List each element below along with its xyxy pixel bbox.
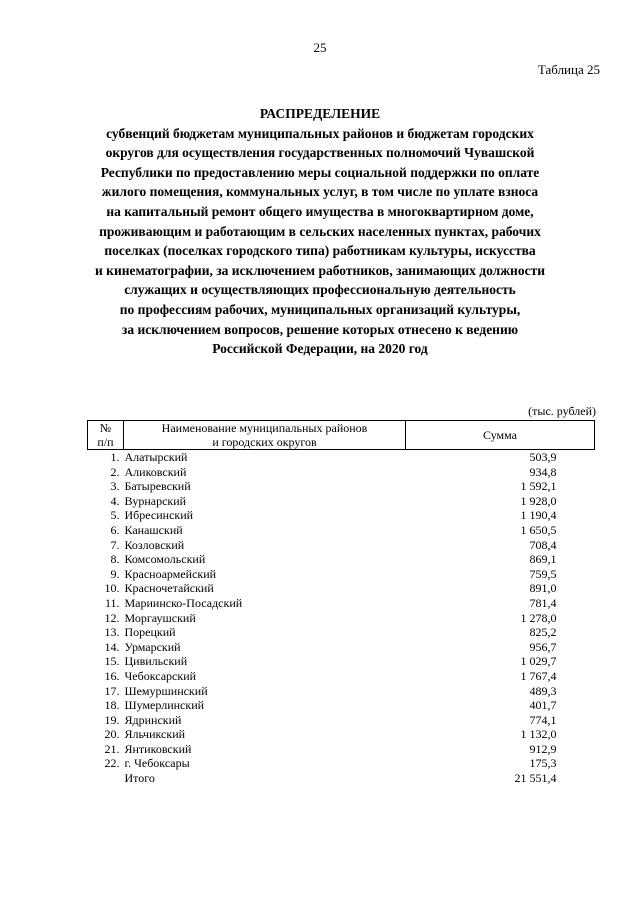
row-name: Вурнарский <box>124 493 187 508</box>
row-number: 5. <box>110 508 120 523</box>
row-sum: 891,0 <box>529 581 557 596</box>
header-row <box>88 421 595 450</box>
row-number: 9. <box>110 566 120 581</box>
total-row <box>88 771 595 786</box>
row-number: 2. <box>110 464 120 479</box>
table-row <box>88 465 595 480</box>
row-number: 4. <box>110 493 120 508</box>
row-sum: 1 132,0 <box>520 727 557 742</box>
header-name-line1: Наименование муниципальных районов <box>161 421 368 435</box>
row-number <box>88 771 124 786</box>
header-name <box>124 421 406 450</box>
heading-line: по профессиям рабочих, муниципальных организаций культуры, <box>119 301 521 317</box>
row-sum: 21 551,4 <box>514 771 557 786</box>
header-name-line2: и городских округов <box>212 435 317 449</box>
row-sum: 489,3 <box>529 683 557 698</box>
row-number: 21. <box>104 741 120 756</box>
row-sum: 1 928,0 <box>520 493 557 508</box>
row-number: 3. <box>110 479 120 494</box>
units-label: (тыс. рублей) <box>528 404 596 418</box>
header-number-line2: п/п <box>97 435 114 449</box>
row-name: Ибресинский <box>124 508 194 523</box>
document-heading <box>70 104 570 359</box>
page-number: 25 <box>313 40 327 55</box>
header-sum: Сумма <box>406 421 595 450</box>
heading-line: и кинематографии, за исключением работников, занимающих должности <box>95 262 545 278</box>
row-number: 11. <box>104 595 120 610</box>
row-sum: 401,7 <box>529 698 557 713</box>
table-row <box>88 756 595 771</box>
row-name: Мариинско-Посадский <box>124 595 243 610</box>
table-label: Таблица 25 <box>537 62 600 77</box>
row-name: Янтиковский <box>124 741 192 756</box>
row-name: Комсомольский <box>124 552 206 567</box>
row-sum: 781,4 <box>529 595 557 610</box>
table-row <box>88 596 595 611</box>
row-name: Шемуршинский <box>124 683 208 698</box>
row-sum: 956,7 <box>529 639 557 654</box>
heading-line: Республики по предоставлению меры социальной поддержки по оплате <box>100 164 540 180</box>
row-sum: 1 278,0 <box>520 610 557 625</box>
row-name: Красноармейский <box>124 566 217 581</box>
row-sum: 175,3 <box>529 756 557 771</box>
row-name: Порецкий <box>124 625 176 640</box>
header-number <box>88 421 124 450</box>
row-name: Канашский <box>124 522 183 537</box>
row-number: 6. <box>110 522 120 537</box>
row-name: Батыревский <box>124 479 191 494</box>
row-name: Шумерлинский <box>124 698 205 713</box>
table-row <box>88 640 595 655</box>
row-sum: 759,5 <box>529 566 557 581</box>
heading-line: жилого помещения, коммунальных услуг, в том числе по уплате взноса <box>101 184 539 200</box>
row-sum: 1 029,7 <box>520 654 557 669</box>
row-sum: 825,2 <box>529 625 557 640</box>
table-row <box>88 552 595 567</box>
row-sum: 1 650,5 <box>520 522 557 537</box>
row-name: Итого <box>124 771 155 786</box>
table-row <box>88 494 595 509</box>
table-row <box>88 523 595 538</box>
table-row <box>88 713 595 728</box>
row-number: 10. <box>104 581 120 596</box>
table-row <box>88 611 595 626</box>
table-body <box>88 450 595 786</box>
row-name: Моргаушский <box>124 610 196 625</box>
table-row <box>88 684 595 699</box>
row-name: Яльчикский <box>124 727 186 742</box>
table-row <box>88 654 595 669</box>
heading-line: служащих и осуществляющих профессиональную деятельность <box>124 282 516 298</box>
row-number: 16. <box>104 668 120 683</box>
row-number: 19. <box>104 712 120 727</box>
row-name: Козловский <box>124 537 185 552</box>
row-number: 22. <box>104 756 120 771</box>
heading-line: округов для осуществления государственных полномочий Чувашской <box>105 145 535 161</box>
row-number: 15. <box>104 654 120 669</box>
row-sum: 869,1 <box>529 552 557 567</box>
heading-line: поселках (поселках городского типа) работникам культуры, искусства <box>104 243 536 259</box>
row-number: 18. <box>104 698 120 713</box>
row-sum: 1 592,1 <box>520 479 557 494</box>
table-row <box>88 508 595 523</box>
row-number: 7. <box>110 537 120 552</box>
row-name: Алатырский <box>124 450 188 464</box>
table-header <box>88 421 595 450</box>
row-number: 13. <box>104 625 120 640</box>
row-name: Урмарский <box>124 639 181 654</box>
heading-line: на капитальный ремонт общего имущества в многоквартирном доме, <box>106 203 534 219</box>
heading-line: проживающим и работающим в сельских населенных пунктах, рабочих <box>99 223 541 239</box>
heading-title: РАСПРЕДЕЛЕНИЕ <box>259 106 381 121</box>
row-number: 1. <box>110 450 120 464</box>
row-name: Цивильский <box>124 654 188 669</box>
row-number: 8. <box>110 552 120 567</box>
row-sum: 708,4 <box>529 537 557 552</box>
table-row <box>88 538 595 553</box>
table-row <box>88 581 595 596</box>
heading-line: Российской Федерации, на 2020 год <box>212 341 428 357</box>
table-row <box>88 698 595 713</box>
subvention-table <box>87 420 595 786</box>
row-name: Чебоксарский <box>124 668 197 683</box>
row-name: Ядринский <box>124 712 182 727</box>
table-row <box>88 625 595 640</box>
table-row <box>88 669 595 684</box>
row-name: г. Чебоксары <box>124 756 190 771</box>
row-number: 12. <box>104 610 120 625</box>
row-sum: 1 767,4 <box>520 668 557 683</box>
table-row <box>88 450 595 465</box>
row-sum: 503,9 <box>529 450 557 464</box>
row-sum: 912,9 <box>529 741 557 756</box>
table-row <box>88 567 595 582</box>
row-sum: 934,8 <box>529 464 557 479</box>
header-number-line1: № <box>99 421 112 435</box>
row-name: Аликовский <box>124 464 187 479</box>
table-row <box>88 727 595 742</box>
row-number: 14. <box>104 639 120 654</box>
row-name: Красночетайский <box>124 581 214 596</box>
row-number: 20. <box>104 727 120 742</box>
table-row <box>88 479 595 494</box>
row-sum: 774,1 <box>529 712 557 727</box>
heading-line: субвенций бюджетам муниципальных районов и бюджетам городских <box>106 125 534 141</box>
table-row <box>88 742 595 757</box>
heading-line: за исключением вопросов, решение которых отнесено к ведению <box>121 321 519 337</box>
row-sum: 1 190,4 <box>520 508 557 523</box>
row-number: 17. <box>104 683 120 698</box>
